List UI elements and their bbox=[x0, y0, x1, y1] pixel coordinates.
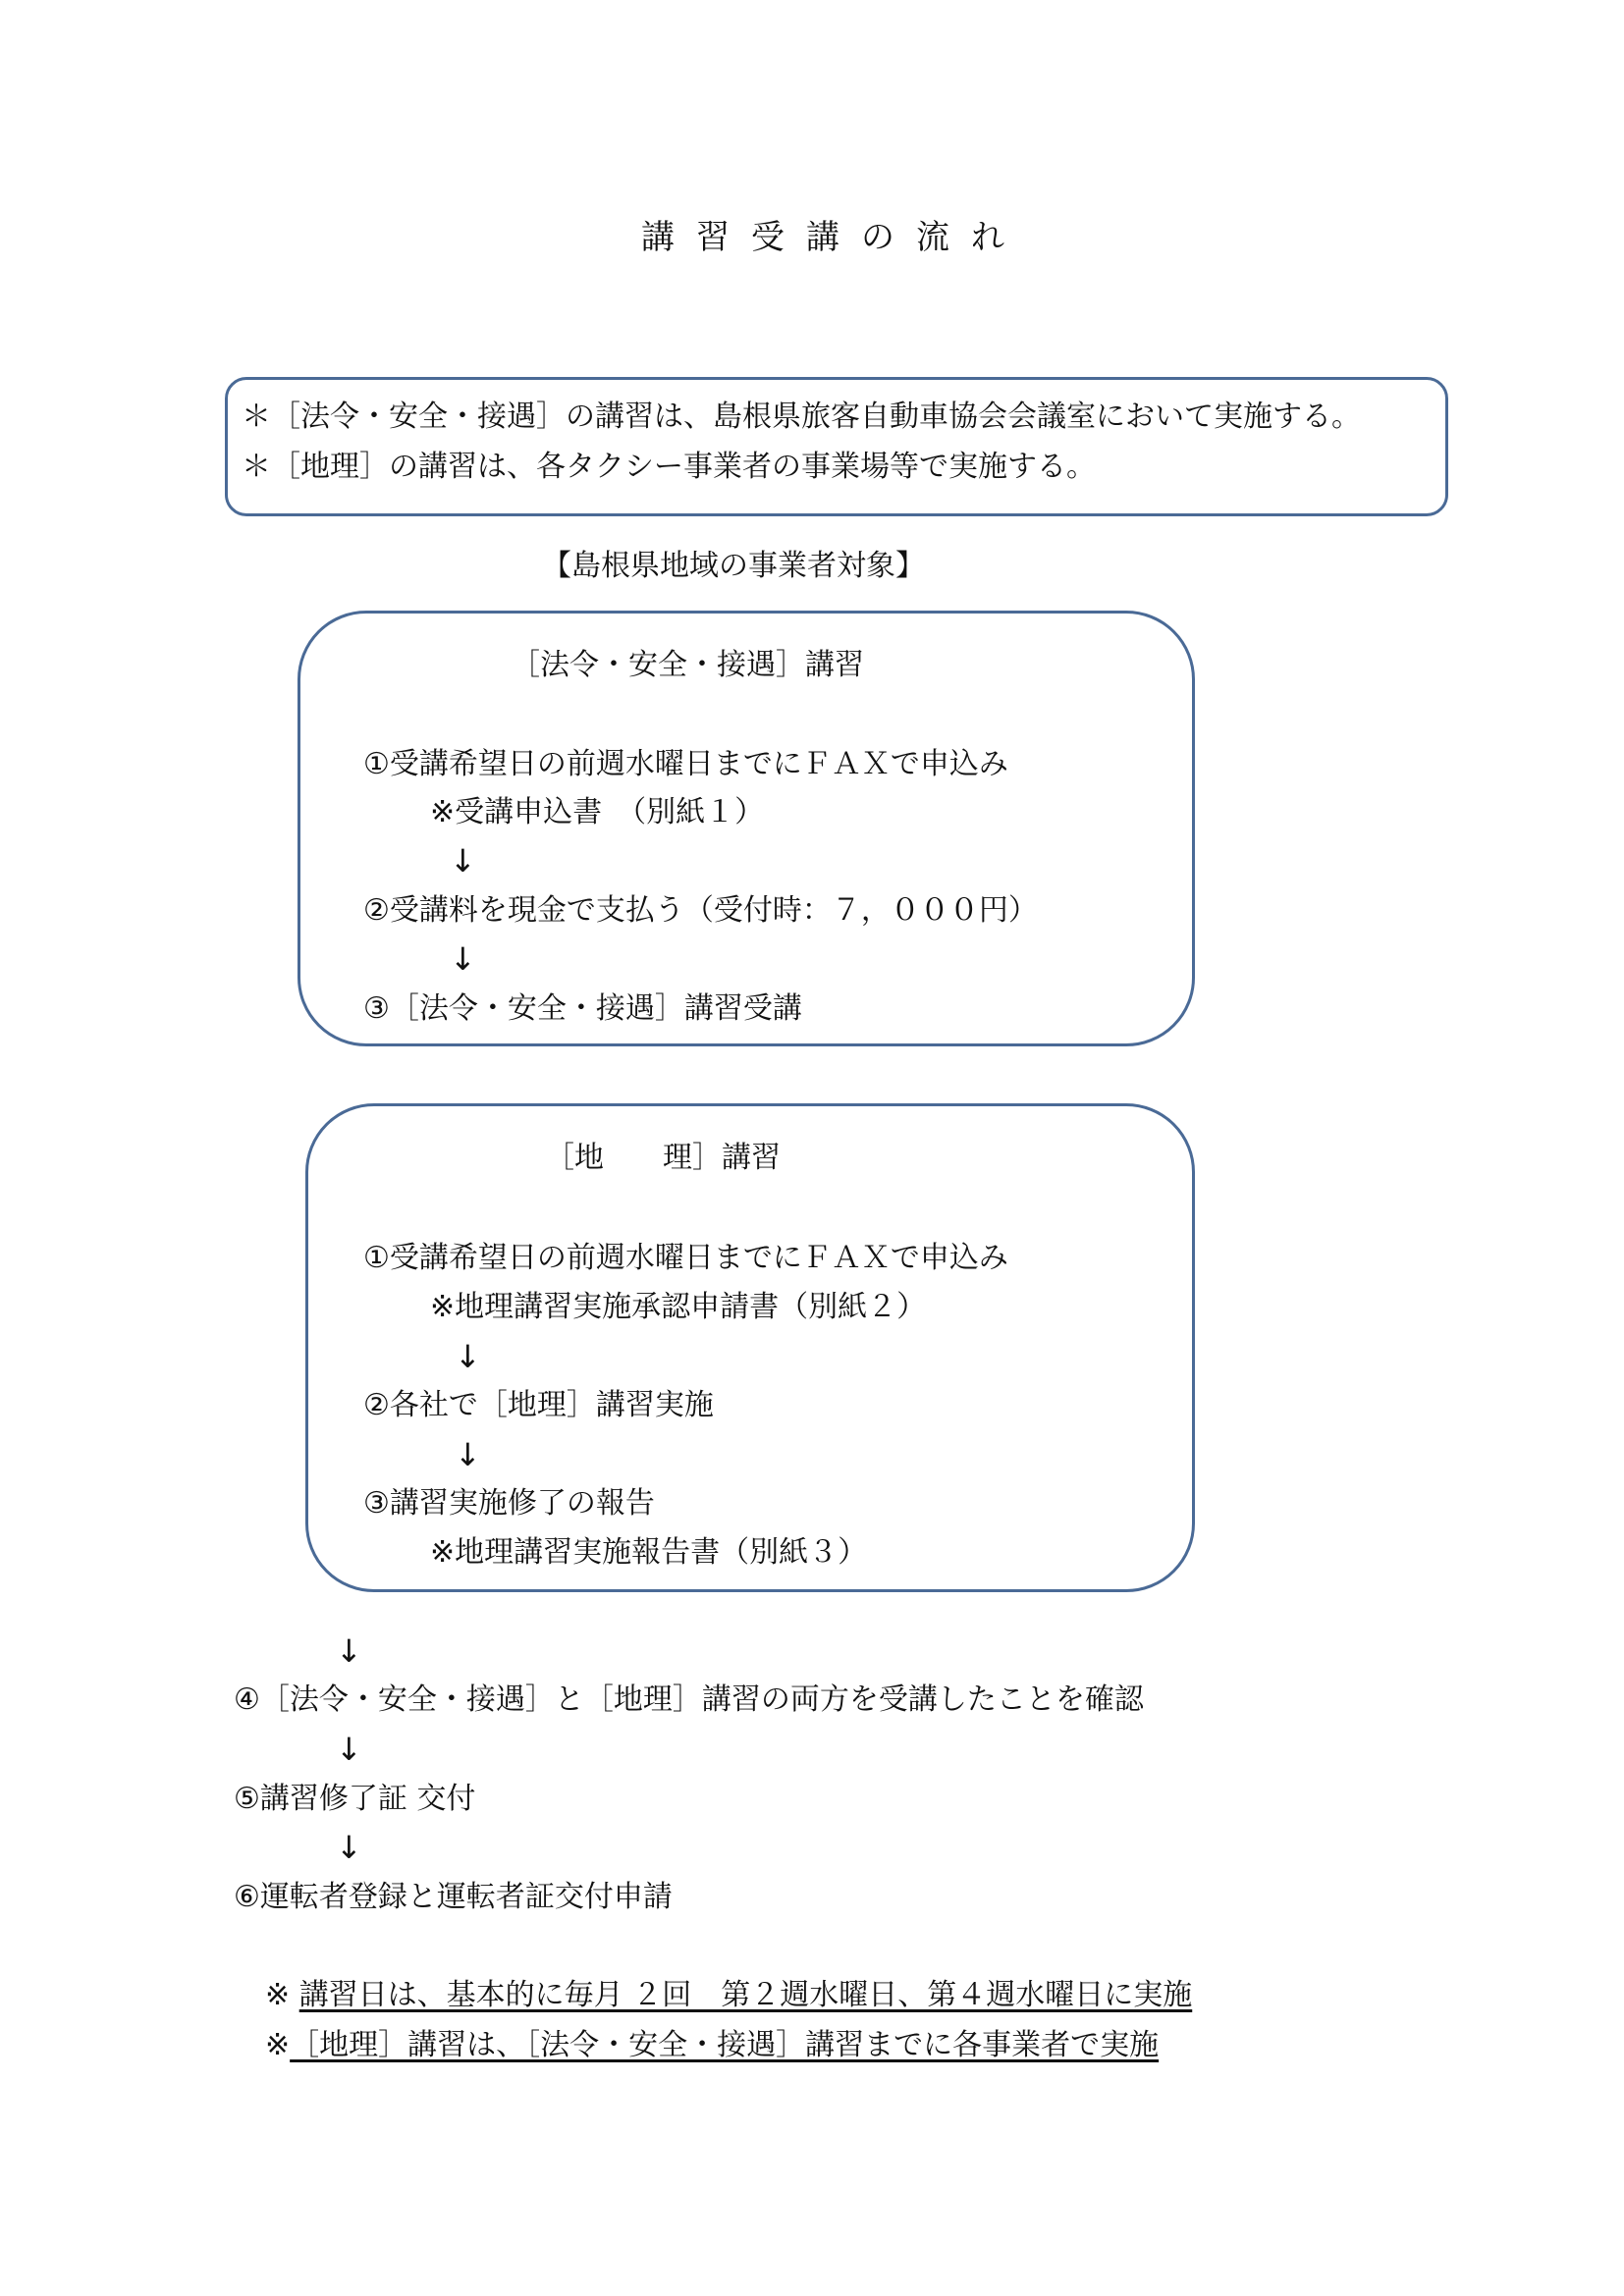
down-arrow-icon: ↓ bbox=[336, 1731, 362, 1768]
chiri-step-1-note: ※地理講習実施承認申請書（別紙２） bbox=[430, 1290, 927, 1324]
note-1 bbox=[265, 1976, 1192, 2015]
page-title: 講習受講の流れ bbox=[641, 218, 1026, 257]
down-arrow-icon: ↓ bbox=[336, 1829, 362, 1866]
down-arrow-icon: ↓ bbox=[455, 1338, 481, 1375]
houki-step-1-note: ※受講申込書 （別紙１） bbox=[430, 795, 765, 829]
note-2 bbox=[265, 2026, 1159, 2065]
houki-step-3: ③［法令・安全・接遇］講習受講 bbox=[363, 991, 802, 1026]
houki-step-2: ②受講料を現金で支払う（受付時：７，０００円） bbox=[363, 893, 1038, 928]
houki-step-1: ①受講希望日の前週水曜日までにＦＡＸで申込み bbox=[363, 747, 1008, 781]
down-arrow-icon: ↓ bbox=[455, 1436, 481, 1473]
chiri-step-1: ①受講希望日の前週水曜日までにＦＡＸで申込み bbox=[363, 1241, 1008, 1275]
down-arrow-icon: ↓ bbox=[450, 940, 476, 978]
chiri-step-2: ②各社で［地理］講習実施 bbox=[363, 1388, 714, 1422]
chiri-step-3-note: ※地理講習実施報告書（別紙３） bbox=[430, 1535, 868, 1570]
note-mark: ※ bbox=[265, 2028, 291, 2062]
note-2-text: ［地理］講習は、［法令・安全・接遇］講習までに各事業者で実施 bbox=[290, 2028, 1160, 2062]
step-5-certificate: ⑤講習修了証 交付 bbox=[234, 1782, 476, 1816]
note-1-text: 講習日は、基本的に毎月 ２回 第２週水曜日、第４週水曜日に実施 bbox=[298, 1978, 1193, 2012]
notice-line-2: ＊［地理］の講習は、各タクシー事業者の事業場等で実施する。 bbox=[242, 450, 1096, 484]
step-4-confirm: ④［法令・安全・接遇］と［地理］講習の両方を受講したことを確認 bbox=[234, 1682, 1144, 1717]
down-arrow-icon: ↓ bbox=[450, 842, 476, 880]
houki-heading: ［法令・安全・接遇］講習 bbox=[511, 648, 864, 682]
down-arrow-icon: ↓ bbox=[336, 1632, 362, 1670]
step-6-registration: ⑥運転者登録と運転者証交付申請 bbox=[234, 1880, 673, 1914]
section-heading: 【島根県地域の事業者対象】 bbox=[542, 549, 925, 583]
chiri-heading: ［地 理］講習 bbox=[545, 1141, 781, 1175]
note-mark: ※ bbox=[265, 1978, 291, 2012]
chiri-step-3: ③講習実施修了の報告 bbox=[363, 1486, 655, 1521]
notice-line-1: ＊［法令・安全・接遇］の講習は、島根県旅客自動車協会会議室において実施する。 bbox=[242, 400, 1361, 434]
